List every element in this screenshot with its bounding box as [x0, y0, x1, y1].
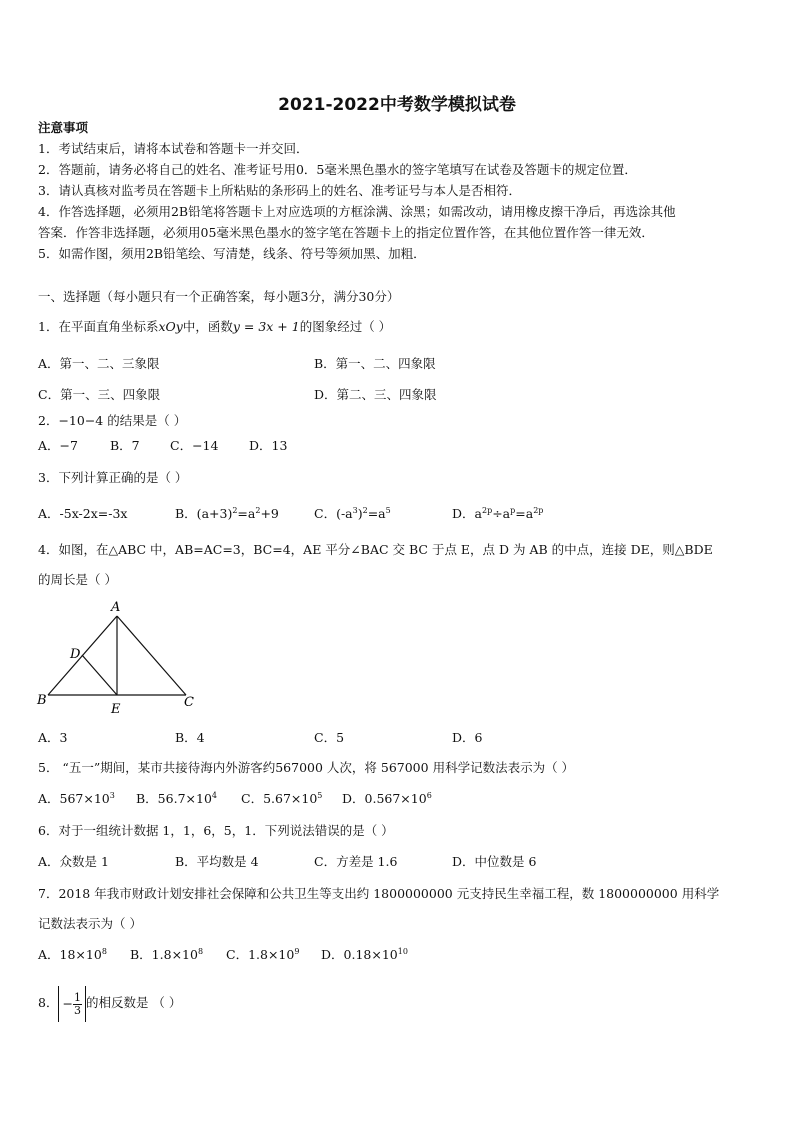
q3-c-sup: 3	[352, 506, 358, 515]
segment-ac	[117, 616, 186, 695]
q3-c-sup: 5	[385, 506, 391, 515]
q3-option-a: A．-5x-2x=-3x	[38, 506, 128, 521]
q4-option-c: C．5	[314, 730, 345, 745]
q3-b-sup: 2	[255, 506, 261, 515]
q1-post: 的图象经过（ ）	[299, 319, 392, 334]
q2-option-d: D．13	[249, 438, 288, 453]
vertex-label-e: E	[111, 702, 121, 717]
notice-item: 2．答题前，请务必将自己的姓名、准考证号用0．5毫米黑色墨水的签字笔填写在试卷及答题卡的规定位置．	[38, 162, 637, 177]
absolute-value-expression	[58, 986, 85, 1022]
question-8-stem	[38, 984, 181, 1024]
fraction-numerator: 1	[73, 990, 81, 1004]
q1-option-b: B．第一、二、四象限	[314, 356, 436, 371]
q2-option-b: B．7	[110, 438, 140, 453]
question-7-stem-line2: 记数法表示为（ ）	[38, 916, 142, 931]
q7-option-a	[38, 947, 107, 963]
q5-b-text: B．56.7×10	[136, 791, 212, 806]
q1-mid: 中，函数	[182, 319, 233, 334]
q8-post: 的相反数是 （ ）	[85, 995, 182, 1010]
q1-option-c: C．第一、三、四象限	[38, 387, 161, 402]
question-6-stem: 6．对于一组统计数据 1，1，6，5，1．下列说法错误的是（ ）	[38, 823, 394, 838]
vertex-label-a: A	[111, 600, 121, 615]
q5-option-d	[342, 791, 432, 807]
q7-c-text: C．1.8×10	[226, 947, 295, 962]
q5-option-a	[38, 791, 115, 807]
q5-option-b	[136, 791, 217, 807]
q7-option-b	[130, 947, 203, 963]
fraction-denominator: 3	[73, 1003, 81, 1017]
q3-d-sup: p	[510, 506, 516, 515]
notice-item: 3．请认真核对监考员在答题卡上所粘贴的条形码上的姓名、准考证号与本人是否相符．	[38, 183, 521, 198]
q5-option-c	[241, 791, 322, 807]
q8-number: 8．	[38, 995, 59, 1010]
q7-d-sup: 10	[397, 947, 408, 956]
question-4-stem-line1: 4．如图，在△ABC 中，AB=AC=3，BC=4，AE 平分∠BAC 交 BC 于点 E，点 D 为 AB 的中点，连接 DE，则△BDE	[38, 542, 713, 557]
notice-item: 5．如需作图，须用2B铅笔绘、写清楚，线条、符号等须加黑、加粗．	[38, 246, 426, 261]
exam-title: 2021-2022中考数学模拟试卷	[278, 95, 516, 115]
q3-d-text: =a	[515, 506, 534, 521]
q5-b-sup: 4	[211, 791, 217, 800]
vertex-label-d: D	[70, 647, 81, 662]
question-5-stem: 5． “五一”期间，某市共接待海内外游客约567000 人次，将 567000 用科学记数法表示为（ ）	[38, 760, 575, 775]
q3-option-d	[452, 506, 543, 522]
q4-option-b: B．4	[175, 730, 205, 745]
q6-option-b: B．平均数是 4	[175, 854, 259, 869]
question-1-stem	[38, 319, 391, 335]
q5-c-sup: 5	[317, 791, 323, 800]
q7-b-sup: 8	[197, 947, 204, 956]
question-2-stem: 2．−10−4 的结果是（ ）	[38, 413, 187, 428]
question-4-stem-line2: 的周长是（ ）	[38, 572, 117, 587]
section-heading: 一、选择题（每小题只有一个正确答案，每小题3分，满分30分）	[38, 289, 400, 304]
q3-b-text: =a	[237, 506, 256, 521]
notice-item: 4．作答选择题，必须用2B铅笔将答题卡上对应选项的方框涂满、涂黑；如需改动，请用橡皮擦干净后，再选涂其他	[38, 204, 676, 219]
q3-c-text: C．(-a	[314, 506, 353, 521]
q4-option-a: A．3	[38, 730, 68, 745]
q1-pre: 1．在平面直角坐标系	[38, 319, 159, 334]
q3-option-b	[175, 506, 279, 522]
q7-a-sup: 8	[101, 947, 107, 956]
q7-a-text: A．18×10	[38, 947, 102, 962]
q2-option-a: A．−7	[38, 438, 78, 453]
q1-coord-system: xOy	[158, 319, 183, 334]
question-7-stem-line1: 7．2018 年我市财政计划安排社会保障和公共卫生等支出约 1800000000 元支持民生幸福工程，数 1800000000 用科学	[38, 886, 720, 901]
q3-b-text: +9	[260, 506, 279, 521]
q4-option-d: D．6	[452, 730, 483, 745]
q5-d-sup: 6	[426, 791, 432, 800]
notice-heading: 注意事项	[38, 120, 89, 135]
q1-option-d: D．第二、三、四象限	[314, 387, 437, 402]
q3-d-sup: 2p	[533, 506, 544, 515]
fraction	[73, 992, 82, 1017]
q1-function: y = 3x + 1	[232, 319, 300, 334]
q7-option-d	[321, 947, 408, 963]
q3-d-sup: 2p	[481, 506, 493, 515]
q3-b-sup: 2	[232, 506, 238, 515]
q3-c-sup: 2	[362, 506, 368, 515]
q7-option-c	[226, 947, 299, 963]
q7-d-text: D．0.18×10	[321, 947, 398, 962]
q7-c-sup: 9	[294, 947, 300, 956]
q3-b-text: B．(a+3)	[175, 506, 233, 521]
segment-de	[82, 655, 117, 695]
q3-c-text: =a	[367, 506, 386, 521]
q6-option-c: C．方差是 1.6	[314, 854, 398, 869]
q6-option-a: A．众数是 1	[38, 854, 109, 869]
vertex-label-c: C	[184, 695, 194, 710]
q5-c-text: C．5.67×10	[241, 791, 318, 806]
q3-option-c	[314, 506, 391, 522]
q1-option-a: A．第一、二、三象限	[38, 356, 160, 371]
q5-a-sup: 3	[109, 791, 115, 800]
notice-item: 答案．作答非选择题，必须用05毫米黑色墨水的签字笔在答题卡上的指定位置作答，在其他位置作答一律无效．	[38, 225, 654, 240]
q8-minus-sign: −	[62, 995, 73, 1011]
q5-d-text: D．0.567×10	[342, 791, 427, 806]
notice-item: 1．考试结束后，请将本试卷和答题卡一并交回．	[38, 141, 309, 156]
q7-b-text: B．1.8×10	[130, 947, 198, 962]
q2-option-c: C．−14	[170, 438, 219, 453]
q3-d-text: D．a	[452, 506, 482, 521]
q3-d-text: ÷a	[492, 506, 511, 521]
question-3-stem: 3．下列计算正确的是（ ）	[38, 470, 188, 485]
triangle-figure	[34, 596, 200, 718]
q3-c-text: )	[357, 506, 363, 521]
vertex-label-b: B	[37, 693, 47, 708]
q6-option-d: D．中位数是 6	[452, 854, 537, 869]
q5-a-text: A．567×10	[38, 791, 110, 806]
